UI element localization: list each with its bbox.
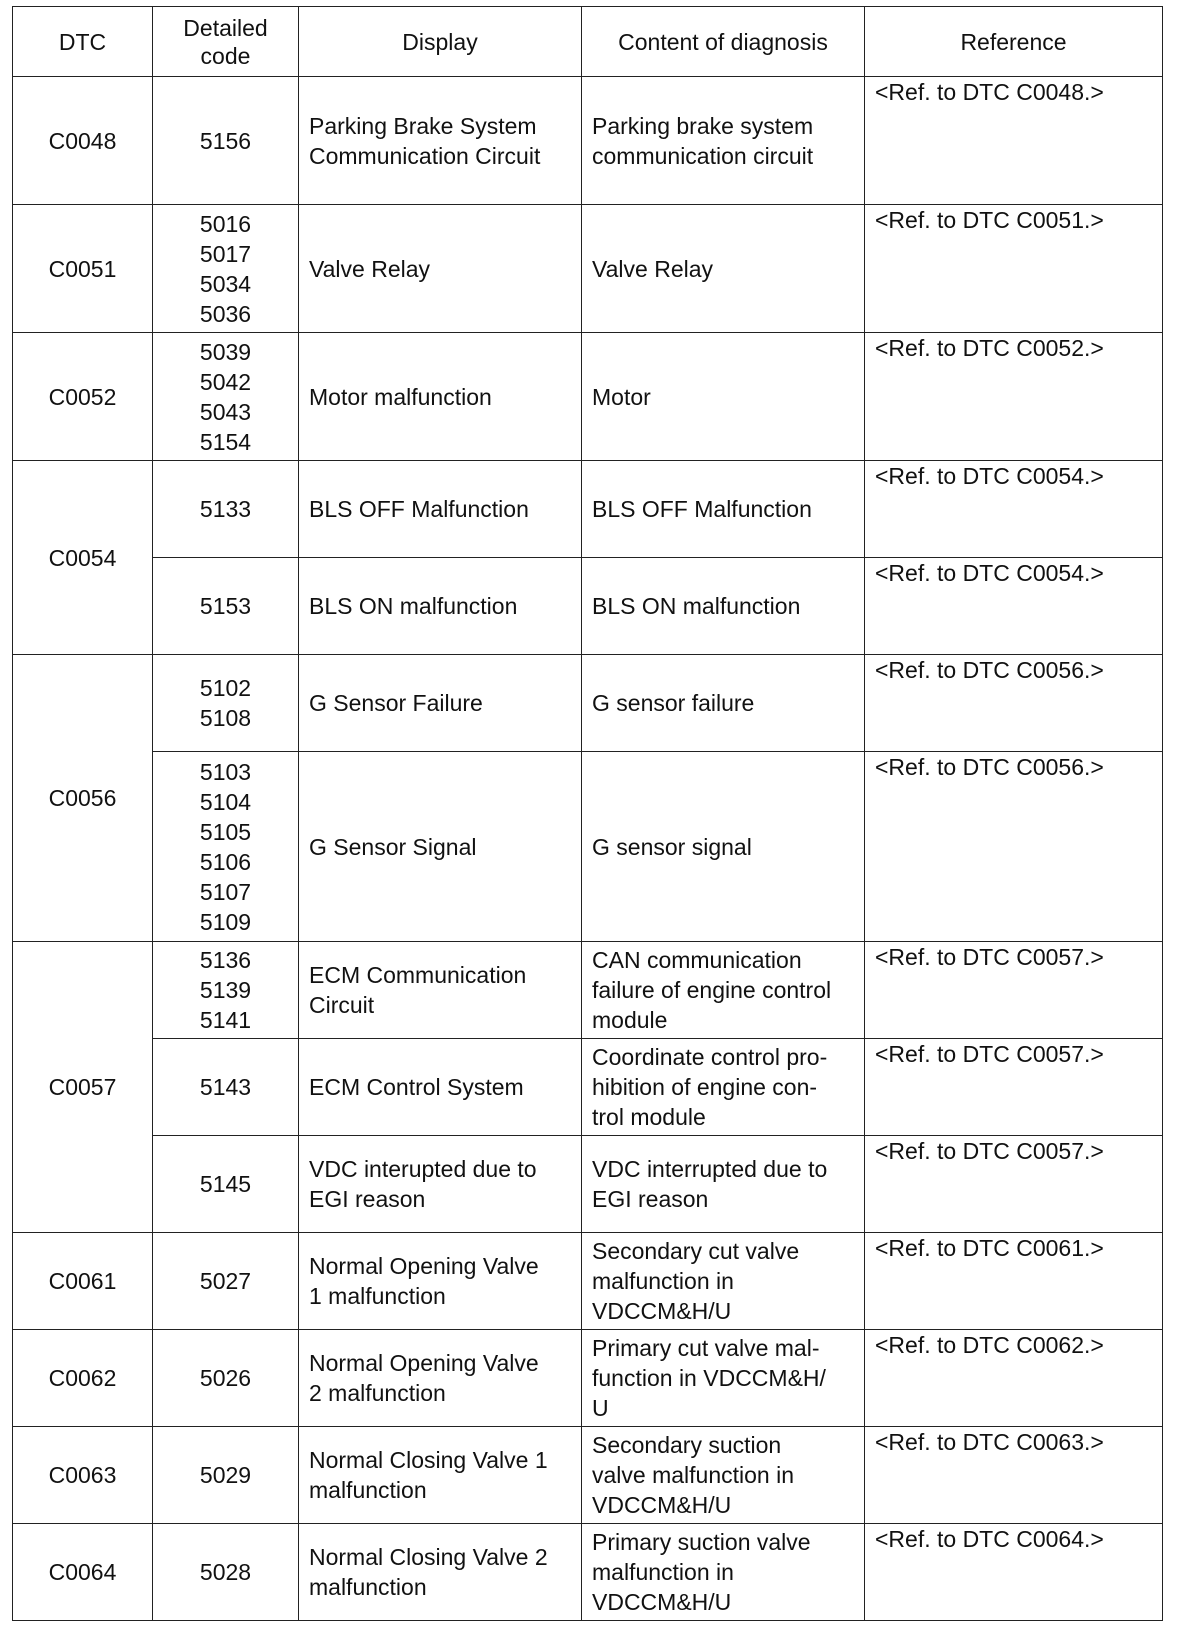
reference-cell — [865, 1136, 1163, 1233]
content-cell — [582, 1524, 865, 1621]
detailed-code-cell-text: 5156 — [199, 127, 252, 154]
reference-cell-text: <Ref. to DTC C0048.> — [875, 79, 1104, 105]
table-row — [13, 333, 1163, 461]
content-cell — [582, 333, 865, 461]
dtc-cell: C0064 — [13, 1524, 153, 1621]
reference-cell-text: <Ref. to DTC C0054.> — [875, 560, 1104, 586]
content-cell-text: Parking brake system communication circuit — [592, 112, 814, 169]
table-row — [13, 558, 1163, 655]
reference-cell-text: <Ref. to DTC C0051.> — [875, 207, 1104, 233]
display-cell — [299, 655, 582, 752]
header-content: Content of diagnosis — [582, 7, 865, 77]
dtc-cell: C0063 — [13, 1427, 153, 1524]
dtc-cell: C0051 — [13, 205, 153, 333]
display-cell — [299, 752, 582, 942]
content-cell — [582, 655, 865, 752]
content-cell — [582, 461, 865, 558]
display-cell-text: VDC interupted due to EGI reason — [309, 1156, 537, 1212]
display-cell — [299, 558, 582, 655]
detailed-code-cell-text: 5102 5108 — [199, 675, 252, 731]
table-row — [13, 1427, 1163, 1524]
detailed-code-cell — [153, 1524, 299, 1621]
reference-cell-text: <Ref. to DTC C0063.> — [875, 1429, 1104, 1455]
reference-cell-text: <Ref. to DTC C0061.> — [875, 1235, 1104, 1261]
display-cell — [299, 1524, 582, 1621]
reference-cell-text: <Ref. to DTC C0057.> — [875, 1041, 1104, 1067]
display-cell-text: BLS OFF Malfunction — [309, 496, 529, 522]
detailed-code-cell — [153, 1330, 299, 1427]
content-cell-text: Valve Relay — [592, 255, 714, 282]
display-cell-text: G Sensor Signal — [309, 833, 477, 860]
reference-cell-text: <Ref. to DTC C0057.> — [875, 944, 1104, 970]
display-cell-text: ECM Communication Circuit — [309, 962, 527, 1018]
detailed-code-cell — [153, 205, 299, 333]
reference-cell — [865, 942, 1163, 1039]
reference-cell-text: <Ref. to DTC C0056.> — [875, 657, 1104, 683]
reference-cell-text: <Ref. to DTC C0057.> — [875, 1138, 1104, 1164]
display-cell — [299, 1427, 582, 1524]
table-row — [13, 1136, 1163, 1233]
display-cell — [299, 205, 582, 333]
reference-cell — [865, 77, 1163, 205]
display-cell — [299, 1233, 582, 1330]
reference-cell-text: <Ref. to DTC C0064.> — [875, 1526, 1104, 1552]
content-cell-text: Secondary cut valve malfunction in VDCCM&H/U — [592, 1238, 800, 1324]
table-row — [13, 1330, 1163, 1427]
header-reference: Reference — [865, 7, 1163, 77]
display-cell — [299, 942, 582, 1039]
content-cell-text: G sensor signal — [592, 833, 752, 860]
table-row — [13, 655, 1163, 752]
content-cell — [582, 558, 865, 655]
display-cell-text: Normal Opening Valve 1 malfunction — [309, 1253, 539, 1309]
detailed-code-cell-text: 5103 5104 5105 5106 5107 5109 — [199, 758, 252, 935]
reference-cell — [865, 558, 1163, 655]
detailed-code-cell — [153, 333, 299, 461]
content-cell-text: CAN communication failure of engine control module — [592, 947, 832, 1033]
display-cell-text: Valve Relay — [309, 255, 431, 282]
display-cell — [299, 77, 582, 205]
display-cell — [299, 333, 582, 461]
detailed-code-cell-text: 5016 5017 5034 5036 — [199, 210, 252, 327]
content-cell — [582, 1136, 865, 1233]
detailed-code-cell — [153, 461, 299, 558]
table-row — [13, 942, 1163, 1039]
content-cell — [582, 752, 865, 942]
detailed-code-cell-text: 5027 — [199, 1268, 252, 1294]
detailed-code-cell — [153, 1136, 299, 1233]
reference-cell — [865, 333, 1163, 461]
reference-cell — [865, 655, 1163, 752]
display-cell-text: Motor malfunction — [309, 383, 492, 410]
content-cell-text: Primary suction valve malfunction in VDCCM&H/U — [592, 1529, 811, 1615]
content-cell — [582, 1039, 865, 1136]
detailed-code-cell-text: 5029 — [199, 1462, 252, 1488]
display-cell-text: BLS ON malfunction — [309, 593, 518, 619]
reference-cell — [865, 1427, 1163, 1524]
reference-cell — [865, 1330, 1163, 1427]
content-cell — [582, 205, 865, 333]
content-cell-text: BLS OFF Malfunction — [592, 496, 812, 522]
reference-cell — [865, 461, 1163, 558]
dtc-cell: C0048 — [13, 77, 153, 205]
content-cell-text: Motor — [592, 383, 651, 410]
detailed-code-cell — [153, 752, 299, 942]
display-cell-text: G Sensor Failure — [309, 690, 483, 716]
display-cell-text: Normal Opening Valve 2 malfunction — [309, 1350, 539, 1406]
content-cell-text: BLS ON malfunction — [592, 593, 801, 619]
dtc-cell: C0061 — [13, 1233, 153, 1330]
detailed-code-cell-text: 5153 — [199, 593, 252, 619]
display-cell — [299, 1039, 582, 1136]
display-cell-text: ECM Control System — [309, 1074, 524, 1100]
detailed-code-cell — [153, 1427, 299, 1524]
header-detailed-code: Detailed code — [153, 7, 299, 77]
content-cell-text: Secondary suction valve malfunction in VDCCM&H/U — [592, 1432, 794, 1518]
dtc-cell: C0052 — [13, 333, 153, 461]
table-row — [13, 461, 1163, 558]
content-cell — [582, 1330, 865, 1427]
detailed-code-cell — [153, 942, 299, 1039]
table-row — [13, 752, 1163, 942]
detailed-code-cell — [153, 1039, 299, 1136]
content-cell — [582, 942, 865, 1039]
display-cell — [299, 1330, 582, 1427]
dtc-cell: C0056 — [13, 655, 153, 942]
reference-cell-text: <Ref. to DTC C0054.> — [875, 463, 1104, 489]
detailed-code-cell-text: 5143 — [199, 1074, 252, 1100]
detailed-code-cell-text: 5028 — [199, 1559, 252, 1585]
display-cell-text: Normal Closing Valve 1 malfunction — [309, 1447, 548, 1503]
detailed-code-cell — [153, 1233, 299, 1330]
detailed-code-cell — [153, 77, 299, 205]
table-row — [13, 205, 1163, 333]
detailed-code-cell-text: 5136 5139 5141 — [199, 947, 252, 1033]
header-row — [13, 7, 1163, 77]
table-row — [13, 77, 1163, 205]
display-cell-text: Normal Closing Valve 2 malfunction — [309, 1544, 548, 1600]
reference-cell — [865, 1524, 1163, 1621]
reference-cell — [865, 1039, 1163, 1136]
table-row — [13, 1233, 1163, 1330]
content-cell — [582, 77, 865, 205]
reference-cell — [865, 205, 1163, 333]
dtc-cell: C0057 — [13, 942, 153, 1233]
content-cell-text: Coordinate control pro- hibition of engine con- trol module — [592, 1044, 828, 1130]
content-cell-text: G sensor failure — [592, 690, 755, 716]
header-display: Display — [299, 7, 582, 77]
detailed-code-cell-text: 5133 — [199, 496, 252, 522]
header-dtc: DTC — [13, 7, 153, 77]
display-cell-text: Parking Brake System Communication Circuit — [309, 112, 541, 169]
content-cell — [582, 1427, 865, 1524]
reference-cell-text: <Ref. to DTC C0062.> — [875, 1332, 1104, 1358]
detailed-code-cell-text: 5039 5042 5043 5154 — [199, 338, 252, 455]
detailed-code-cell-text: 5145 — [199, 1171, 252, 1197]
content-cell-text: Primary cut valve mal- function in VDCCM&H/ U — [592, 1335, 826, 1421]
dtc-cell: C0054 — [13, 461, 153, 655]
table-row — [13, 1039, 1163, 1136]
dtc-cell: C0062 — [13, 1330, 153, 1427]
reference-cell-text: <Ref. to DTC C0052.> — [875, 335, 1104, 361]
content-cell-text: VDC interrupted due to EGI reason — [592, 1156, 828, 1212]
content-cell — [582, 1233, 865, 1330]
table-body — [13, 77, 1163, 1621]
detailed-code-cell-text: 5026 — [199, 1365, 252, 1391]
dtc-document — [12, 6, 1162, 1621]
detailed-code-cell — [153, 558, 299, 655]
reference-cell-text: <Ref. to DTC C0056.> — [875, 754, 1104, 780]
table-row — [13, 1524, 1163, 1621]
display-cell — [299, 461, 582, 558]
reference-cell — [865, 752, 1163, 942]
display-cell — [299, 1136, 582, 1233]
reference-cell — [865, 1233, 1163, 1330]
detailed-code-cell — [153, 655, 299, 752]
dtc-table — [12, 6, 1163, 1621]
